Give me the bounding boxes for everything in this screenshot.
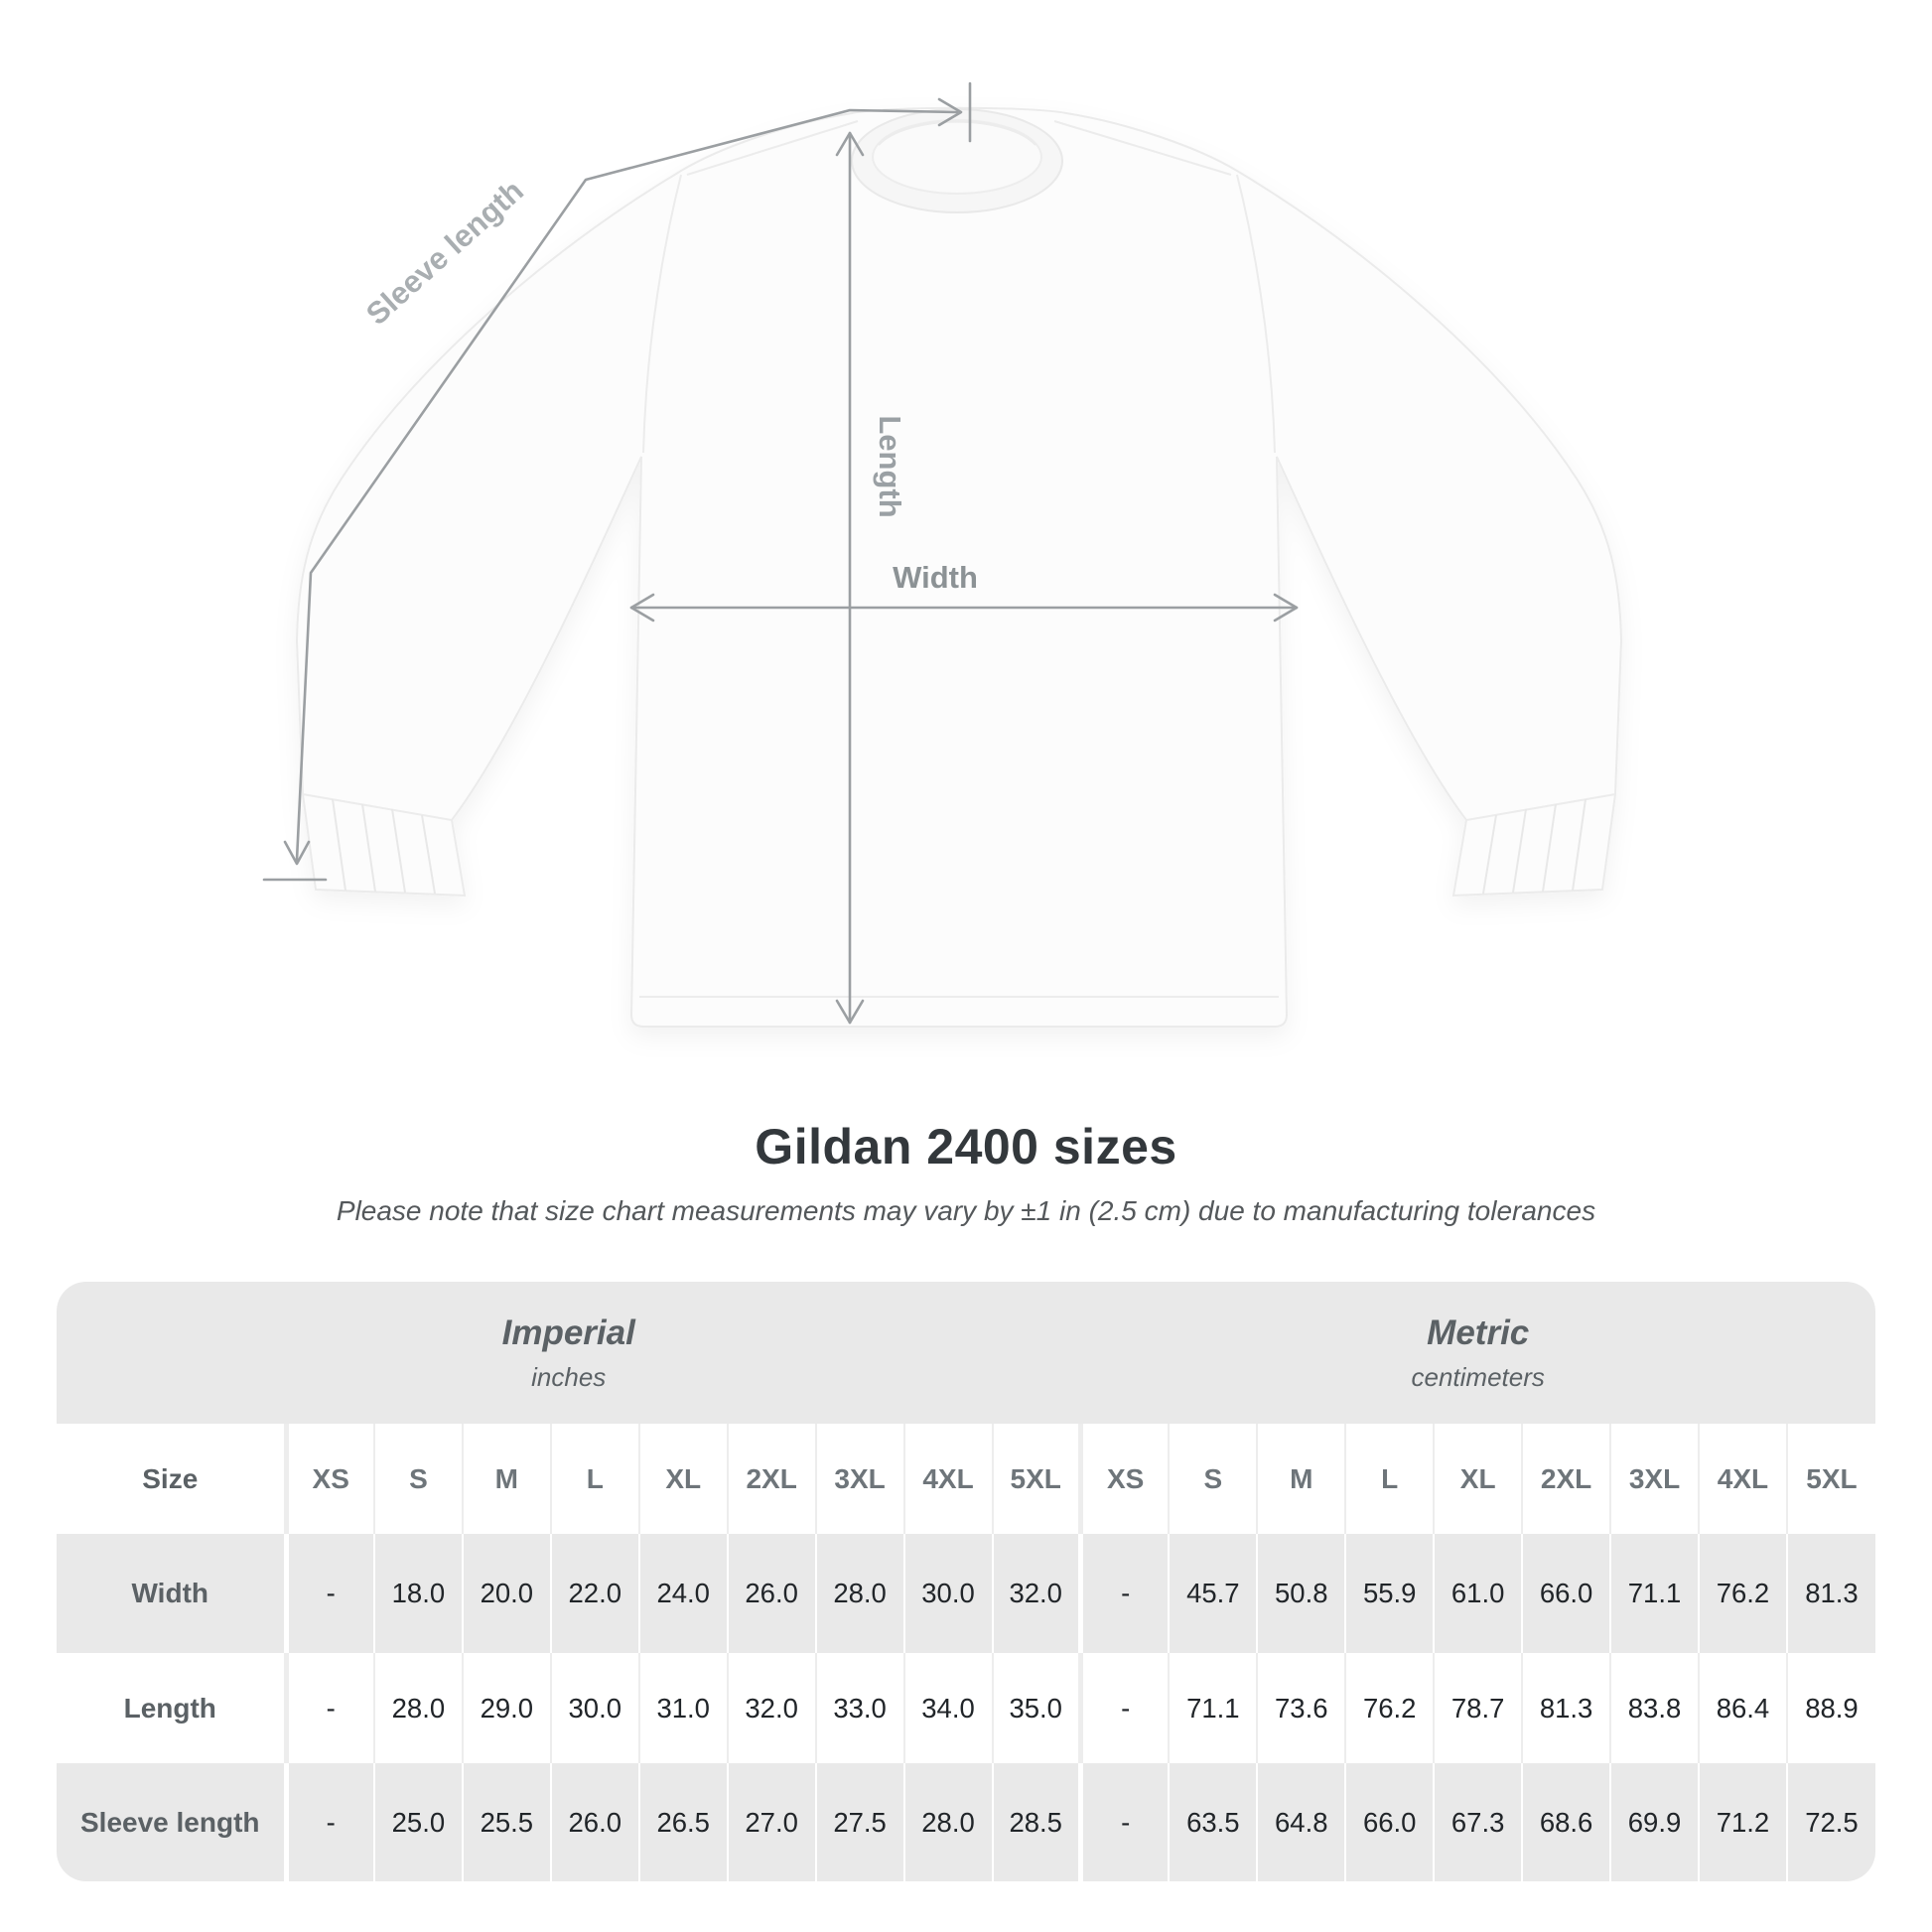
size-header-metric-3xl: 3XL — [1610, 1424, 1699, 1534]
cell-imperial-xl: 26.5 — [639, 1763, 728, 1881]
cell-metric-xs: - — [1080, 1763, 1169, 1881]
unit-sublabel: centimeters — [1411, 1361, 1545, 1392]
collar-opening — [873, 120, 1041, 194]
cell-imperial-l: 26.0 — [551, 1763, 639, 1881]
cell-imperial-l: 30.0 — [551, 1653, 639, 1763]
row-label-sleeve-length: Sleeve length — [57, 1763, 286, 1881]
cell-imperial-3xl: 27.5 — [816, 1763, 904, 1881]
cell-imperial-s: 18.0 — [374, 1534, 463, 1653]
cell-metric-2xl: 66.0 — [1522, 1534, 1610, 1653]
size-header-imperial-xs: XS — [286, 1424, 374, 1534]
size-header-imperial-5xl: 5XL — [993, 1424, 1081, 1534]
cell-imperial-3xl: 33.0 — [816, 1653, 904, 1763]
cell-metric-m: 64.8 — [1257, 1763, 1345, 1881]
length-label: Length — [873, 415, 907, 518]
cell-metric-3xl: 69.9 — [1610, 1763, 1699, 1881]
size-header-metric-xl: XL — [1434, 1424, 1522, 1534]
cell-imperial-5xl: 28.5 — [993, 1763, 1081, 1881]
cell-imperial-4xl: 34.0 — [904, 1653, 993, 1763]
cell-metric-m: 73.6 — [1257, 1653, 1345, 1763]
page-title: Gildan 2400 sizes — [755, 1119, 1177, 1174]
cell-metric-4xl: 76.2 — [1699, 1534, 1787, 1653]
cell-metric-s: 45.7 — [1169, 1534, 1257, 1653]
size-header-imperial-4xl: 4XL — [904, 1424, 993, 1534]
cell-metric-s: 71.1 — [1169, 1653, 1257, 1763]
cell-imperial-xs: - — [286, 1534, 374, 1653]
row-label-width: Width — [57, 1534, 286, 1653]
cell-metric-l: 66.0 — [1345, 1763, 1434, 1881]
cell-metric-3xl: 71.1 — [1610, 1534, 1699, 1653]
cell-imperial-5xl: 35.0 — [993, 1653, 1081, 1763]
cell-metric-xs: - — [1080, 1653, 1169, 1763]
unit-sublabel: inches — [531, 1361, 607, 1392]
cell-metric-xs: - — [1080, 1534, 1169, 1653]
cell-metric-2xl: 81.3 — [1522, 1653, 1610, 1763]
unit-header-metric — [1080, 1282, 1875, 1424]
row-label-length: Length — [57, 1653, 286, 1763]
size-chart — [57, 1282, 1875, 1881]
cell-metric-4xl: 86.4 — [1699, 1653, 1787, 1763]
cell-metric-l: 76.2 — [1345, 1653, 1434, 1763]
cell-imperial-s: 28.0 — [374, 1653, 463, 1763]
cell-metric-2xl: 68.6 — [1522, 1763, 1610, 1881]
tolerance-note: Please note that size chart measurements may vary by ±1 in (2.5 cm) due to manufacturing tolerances — [336, 1195, 1596, 1226]
cell-metric-xl: 61.0 — [1434, 1534, 1522, 1653]
cell-imperial-m: 25.5 — [463, 1763, 551, 1881]
cell-metric-3xl: 83.8 — [1610, 1653, 1699, 1763]
cell-imperial-2xl: 27.0 — [728, 1763, 816, 1881]
sleeve-length-label: Sleeve length — [359, 173, 530, 333]
cell-metric-5xl: 81.3 — [1787, 1534, 1875, 1653]
cell-imperial-xl: 31.0 — [639, 1653, 728, 1763]
size-header-imperial-m: M — [463, 1424, 551, 1534]
cell-metric-m: 50.8 — [1257, 1534, 1345, 1653]
size-header-imperial-s: S — [374, 1424, 463, 1534]
size-header-imperial-l: L — [551, 1424, 639, 1534]
cell-imperial-m: 20.0 — [463, 1534, 551, 1653]
cell-imperial-3xl: 28.0 — [816, 1534, 904, 1653]
size-header-metric-2xl: 2XL — [1522, 1424, 1610, 1534]
size-header-metric-m: M — [1257, 1424, 1345, 1534]
cell-imperial-5xl: 32.0 — [993, 1534, 1081, 1653]
cell-metric-4xl: 71.2 — [1699, 1763, 1787, 1881]
size-column-header: Size — [57, 1424, 286, 1534]
unit-header-imperial — [57, 1282, 1080, 1424]
cell-metric-5xl: 72.5 — [1787, 1763, 1875, 1881]
cell-imperial-xs: - — [286, 1653, 374, 1763]
cell-imperial-m: 29.0 — [463, 1653, 551, 1763]
cell-metric-xl: 78.7 — [1434, 1653, 1522, 1763]
cell-metric-s: 63.5 — [1169, 1763, 1257, 1881]
unit-label: Imperial — [501, 1312, 635, 1352]
cell-imperial-4xl: 30.0 — [904, 1534, 993, 1653]
size-header-imperial-2xl: 2XL — [728, 1424, 816, 1534]
size-header-metric-xs: XS — [1080, 1424, 1169, 1534]
size-header-metric-5xl: 5XL — [1787, 1424, 1875, 1534]
cell-imperial-2xl: 26.0 — [728, 1534, 816, 1653]
cell-imperial-2xl: 32.0 — [728, 1653, 816, 1763]
size-header-imperial-3xl: 3XL — [816, 1424, 904, 1534]
cell-metric-l: 55.9 — [1345, 1534, 1434, 1653]
cell-imperial-l: 22.0 — [551, 1534, 639, 1653]
cell-metric-xl: 67.3 — [1434, 1763, 1522, 1881]
size-header-metric-s: S — [1169, 1424, 1257, 1534]
width-label: Width — [893, 560, 978, 595]
cell-imperial-s: 25.0 — [374, 1763, 463, 1881]
size-header-imperial-xl: XL — [639, 1424, 728, 1534]
cell-metric-5xl: 88.9 — [1787, 1653, 1875, 1763]
unit-label: Metric — [1427, 1312, 1530, 1352]
cell-imperial-4xl: 28.0 — [904, 1763, 993, 1881]
size-header-metric-4xl: 4XL — [1699, 1424, 1787, 1534]
cell-imperial-xl: 24.0 — [639, 1534, 728, 1653]
size-header-metric-l: L — [1345, 1424, 1434, 1534]
cell-imperial-xs: - — [286, 1763, 374, 1881]
size-table — [57, 1282, 1875, 1881]
